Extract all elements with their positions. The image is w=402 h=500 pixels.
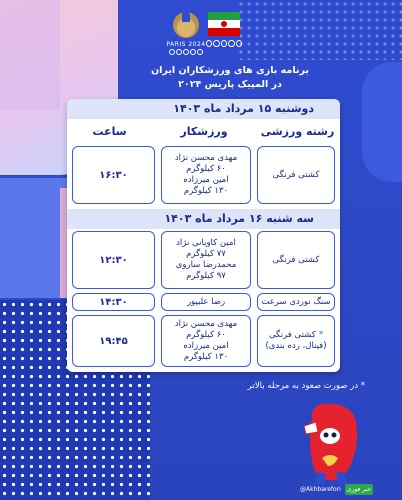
column-header-time: ساعت — [92, 125, 127, 138]
paris-logo-text: PARIS 2024 — [166, 41, 206, 48]
paris-flame-icon — [173, 12, 199, 38]
column-header-sport: رشته ورزشی — [260, 125, 335, 138]
phryge-mascot-icon — [300, 400, 370, 485]
olympic-rings-icon — [166, 49, 206, 55]
athlete-weight: ۶۰ کیلوگرم — [186, 164, 226, 174]
brand-logo: خبر فوری — [346, 485, 371, 493]
athlete-weight: ۹۷ کیلوگرم — [186, 271, 226, 281]
table-row-sport: کشتی فرنگی — [257, 146, 335, 204]
day-1-header: دوشنبه ۱۵ مرداد ماه ۱۴۰۳ — [67, 99, 340, 119]
athlete-name: امین کاویانی نژاد — [176, 238, 236, 248]
day-2-header: سه شنبه ۱۶ مرداد ماه ۱۴۰۳ — [67, 209, 340, 229]
title-line-2: در المپیک پاریس ۲۰۲۴ — [178, 79, 282, 90]
table-row-athletes — [161, 146, 251, 204]
decor-right-band — [362, 62, 402, 182]
table-row-athletes — [161, 231, 251, 289]
athlete-weight: ۶۰ کیلوگرم — [186, 330, 226, 340]
table-row-time: ۱۴:۳۰ — [72, 293, 155, 311]
athlete-name: امین میرزاده — [183, 175, 229, 185]
athlete-name: مهدی محسن نژاد — [174, 153, 238, 163]
table-row-athletes — [161, 315, 251, 367]
schedule-card — [67, 99, 340, 372]
athlete-name: مهدی محسن نژاد — [174, 319, 238, 329]
athlete-weight: ۱۳۰ کیلوگرم — [183, 352, 229, 362]
athlete-weight: ۷۷ کیلوگرم — [186, 249, 226, 259]
decor-lilac-panel — [0, 0, 60, 110]
table-row-sport — [257, 315, 335, 367]
column-header-athlete: ورزشکار — [180, 125, 228, 138]
table-row-time: ۱۹:۴۵ — [72, 315, 155, 367]
table-row-time: ۱۲:۳۰ — [72, 231, 155, 289]
athlete-name: محمدرضا ساروی — [175, 260, 237, 270]
athlete-name: رضا علیپور — [186, 296, 226, 307]
iran-flag-icon — [208, 12, 240, 36]
athlete-name: امین میرزاده — [183, 341, 229, 351]
olympic-rings-icon — [206, 40, 242, 47]
sport-stage: (فینال، رده بندی) — [265, 341, 327, 351]
table-row-sport: کشتی فرنگی — [257, 231, 335, 289]
decor-dotted-top — [237, 0, 402, 60]
table-row-sport: سنگ نوردی سرعت — [257, 293, 335, 311]
brand-handle: @Akhbarefori — [300, 485, 341, 493]
iran-olympic-logo — [206, 12, 242, 47]
paris-2024-logo — [166, 12, 206, 55]
athlete-weight: ۱۳۰ کیلوگرم — [183, 186, 229, 196]
title-line-1: برنامه بازی های ورزشکاران ایران — [151, 65, 309, 76]
sport-name: کشتی فرنگی — [268, 330, 316, 340]
page-title — [130, 64, 330, 92]
footnote: * در صورت صعود به مرحله بالاتر — [247, 381, 365, 391]
table-row-time: ۱۶:۳۰ — [72, 146, 155, 204]
brand-footer — [300, 482, 395, 496]
table-row-athletes — [161, 293, 251, 311]
asterisk-marker: * — [318, 330, 324, 340]
